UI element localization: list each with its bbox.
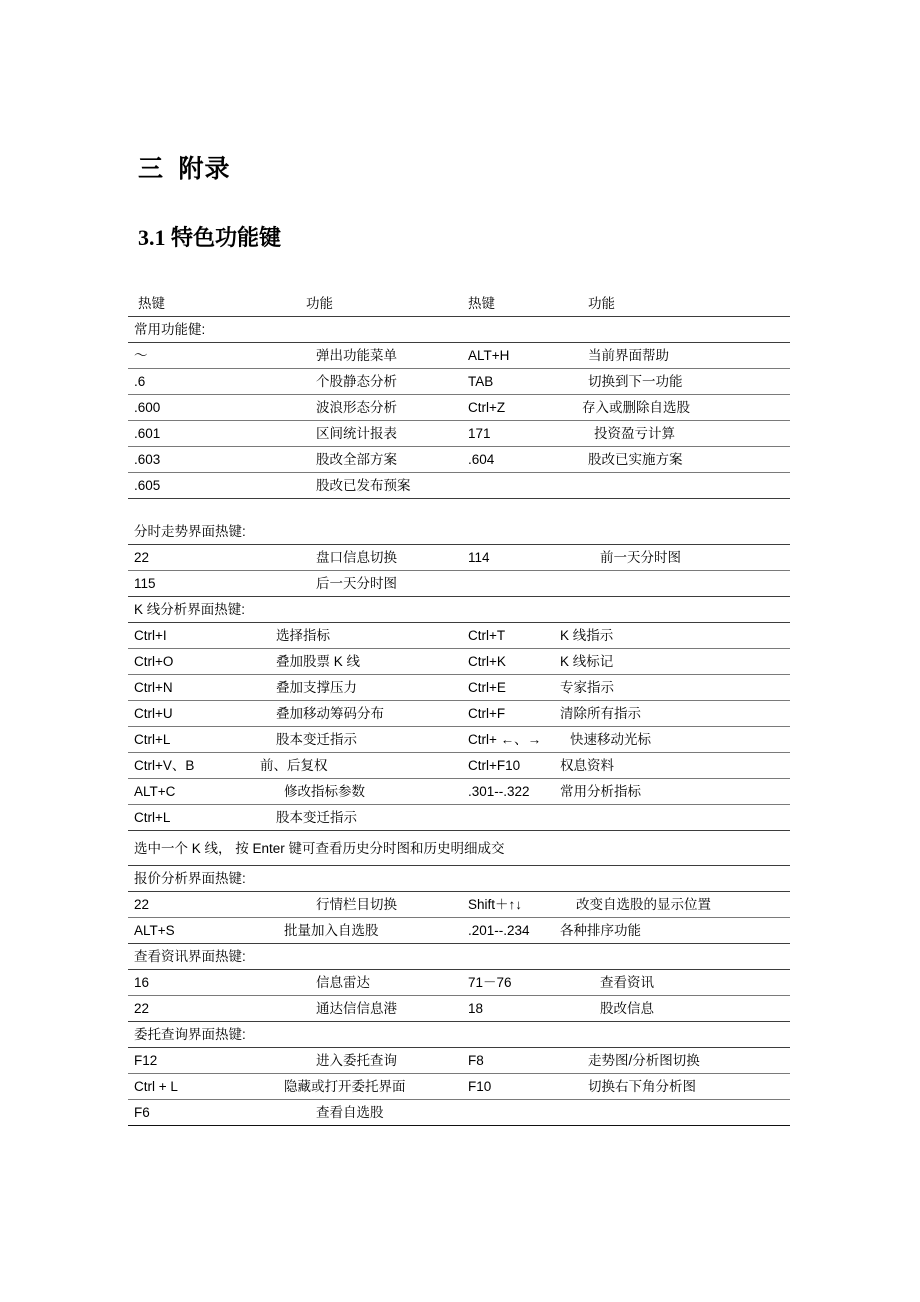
row-function-2: 快速移动光标 [554,727,790,753]
row-function-1: 股本变迁指示 [220,805,462,831]
section-label-quote: 报价分析界面热键: [128,866,790,892]
table-row [128,675,790,701]
table-row [128,970,790,996]
row-hotkey-1: 16 [128,970,220,996]
row-hotkey-2 [462,1100,554,1126]
table-row [128,473,790,499]
section-label-row [128,866,790,892]
row-function-1: 弹出功能菜单 [220,343,462,369]
row-hotkey-1: .601 [128,421,220,447]
row-function-2 [554,473,790,499]
table-row [128,369,790,395]
row-hotkey-2: 114 [462,545,554,571]
row-function-2: 存入或删除自选股 [554,395,790,421]
row-hotkey-2: ALT+H [462,343,554,369]
row-hotkey-2: Ctrl+ ←、→ [462,727,554,753]
row-function-2 [554,571,790,597]
row-function-2: 前一天分时图 [554,545,790,571]
row-function-1: 波浪形态分析 [220,395,462,421]
row-hotkey-1: 22 [128,996,220,1022]
kline-enter-note: 选中一个 K 线， 按 Enter 键可查看历史分时图和历史明细成交 [128,831,790,866]
row-hotkey-2: Ctrl+T [462,623,554,649]
table-row [128,545,790,571]
section-label-row [128,519,790,545]
row-function-1: 区间统计报表 [220,421,462,447]
section-label-row [128,317,790,343]
table-row [128,395,790,421]
row-hotkey-2: .201--.234 [462,918,554,944]
row-hotkey-2: TAB [462,369,554,395]
header-function-1: 功能 [220,291,462,317]
row-function-1: 盘口信息切换 [220,545,462,571]
row-function-1: 前、后复权 [220,753,462,779]
row-hotkey-1: .603 [128,447,220,473]
table-row [128,779,790,805]
row-function-1: 隐藏或打开委托界面 [220,1074,462,1100]
row-hotkey-2: Ctrl+K [462,649,554,675]
row-function-1: 选择指标 [220,623,462,649]
row-hotkey-2: 18 [462,996,554,1022]
row-function-1: 批量加入自选股 [220,918,462,944]
header-hotkey-2: 热键 [462,291,554,317]
row-hotkey-1: Ctrl+L [128,805,220,831]
chapter-heading: 三 附录 [138,155,231,183]
row-function-2: 改变自选股的显示位置 [554,892,790,918]
row-function-1: 叠加股票 K 线 [220,649,462,675]
row-function-1: 行情栏目切换 [220,892,462,918]
table-header-row [128,291,790,317]
section-heading: 3.1 特色功能键 [138,225,282,251]
row-function-1: 股改全部方案 [220,447,462,473]
row-function-2: 各种排序功能 [554,918,790,944]
table-row [128,571,790,597]
header-hotkey-1: 热键 [128,291,220,317]
row-hotkey-2: Shift＋↑↓ [462,892,554,918]
row-hotkey-2: Ctrl+F10 [462,753,554,779]
row-hotkey-2: F10 [462,1074,554,1100]
row-function-1: 查看自选股 [220,1100,462,1126]
row-hotkey-1: Ctrl+U [128,701,220,727]
row-hotkey-1: 115 [128,571,220,597]
row-function-2: 权息资料 [554,753,790,779]
row-hotkey-2: .301--.322 [462,779,554,805]
section-label-row [128,944,790,970]
row-hotkey-1: 22 [128,545,220,571]
row-function-2: 切换右下角分析图 [554,1074,790,1100]
table-row [128,996,790,1022]
row-function-2: 股改信息 [554,996,790,1022]
row-function-2 [554,805,790,831]
spacer-cell [128,499,790,520]
row-hotkey-2 [462,571,554,597]
table-row [128,727,790,753]
hotkey-table [128,291,790,1126]
table-row [128,447,790,473]
row-function-1: 个股静态分析 [220,369,462,395]
row-hotkey-1: Ctrl+L [128,727,220,753]
row-function-1: 信息雷达 [220,970,462,996]
row-hotkey-1: F6 [128,1100,220,1126]
row-hotkey-1: ALT+C [128,779,220,805]
table-row [128,421,790,447]
row-hotkey-1: Ctrl+O [128,649,220,675]
row-hotkey-1: ALT+S [128,918,220,944]
row-function-2: 清除所有指示 [554,701,790,727]
row-function-2: 投资盈亏计算 [554,421,790,447]
note-row [128,831,790,866]
row-function-1: 通达信信息港 [220,996,462,1022]
row-hotkey-2: Ctrl+F [462,701,554,727]
section-label-common: 常用功能健: [128,317,790,343]
row-function-1: 后一天分时图 [220,571,462,597]
row-function-1: 叠加支撑压力 [220,675,462,701]
row-function-1: 进入委托查询 [220,1048,462,1074]
row-function-1: 股改已发布预案 [220,473,462,499]
row-function-1: 股本变迁指示 [220,727,462,753]
table-row [128,701,790,727]
section-label-row [128,1022,790,1048]
table-row [128,649,790,675]
row-function-1: 叠加移动筹码分布 [220,701,462,727]
table-row [128,892,790,918]
row-function-2: 当前界面帮助 [554,343,790,369]
row-hotkey-2: .604 [462,447,554,473]
row-hotkey-1: 22 [128,892,220,918]
table-row [128,623,790,649]
row-function-2: K 线标记 [554,649,790,675]
row-hotkey-2 [462,473,554,499]
row-hotkey-1: Ctrl+N [128,675,220,701]
section-spacer [128,499,790,520]
table-row [128,1100,790,1126]
section-label-row [128,597,790,623]
row-hotkey-1: .600 [128,395,220,421]
row-function-2: K 线指示 [554,623,790,649]
row-hotkey-2 [462,805,554,831]
row-function-2: 股改已实施方案 [554,447,790,473]
row-function-2: 走势图/分析图切换 [554,1048,790,1074]
row-function-1: 修改指标参数 [220,779,462,805]
table-row [128,343,790,369]
row-function-2: 查看资讯 [554,970,790,996]
row-hotkey-1: F12 [128,1048,220,1074]
row-hotkey-2: F8 [462,1048,554,1074]
row-hotkey-1: Ctrl+V、B [128,753,220,779]
row-hotkey-1: .605 [128,473,220,499]
row-function-2 [554,1100,790,1126]
row-hotkey-1: Ctrl+I [128,623,220,649]
row-hotkey-2: 71－76 [462,970,554,996]
row-hotkey-2: 171 [462,421,554,447]
row-hotkey-1: Ctrl + L [128,1074,220,1100]
row-function-2: 切换到下一功能 [554,369,790,395]
row-function-2: 常用分析指标 [554,779,790,805]
table-row [128,1074,790,1100]
row-hotkey-2: Ctrl+E [462,675,554,701]
table-row [128,753,790,779]
table-row [128,805,790,831]
table-row [128,1048,790,1074]
row-hotkey-1: .6 [128,369,220,395]
section-label-kline: K 线分析界面热键: [128,597,790,623]
section-label-timeline: 分时走势界面热键: [128,519,790,545]
row-function-2: 专家指示 [554,675,790,701]
row-hotkey-2: Ctrl+Z [462,395,554,421]
row-hotkey-1: ～ [128,343,220,369]
section-label-news: 查看资讯界面热键: [128,944,790,970]
header-function-2: 功能 [554,291,790,317]
table-row [128,918,790,944]
section-label-entrust: 委托查询界面热键: [128,1022,790,1048]
